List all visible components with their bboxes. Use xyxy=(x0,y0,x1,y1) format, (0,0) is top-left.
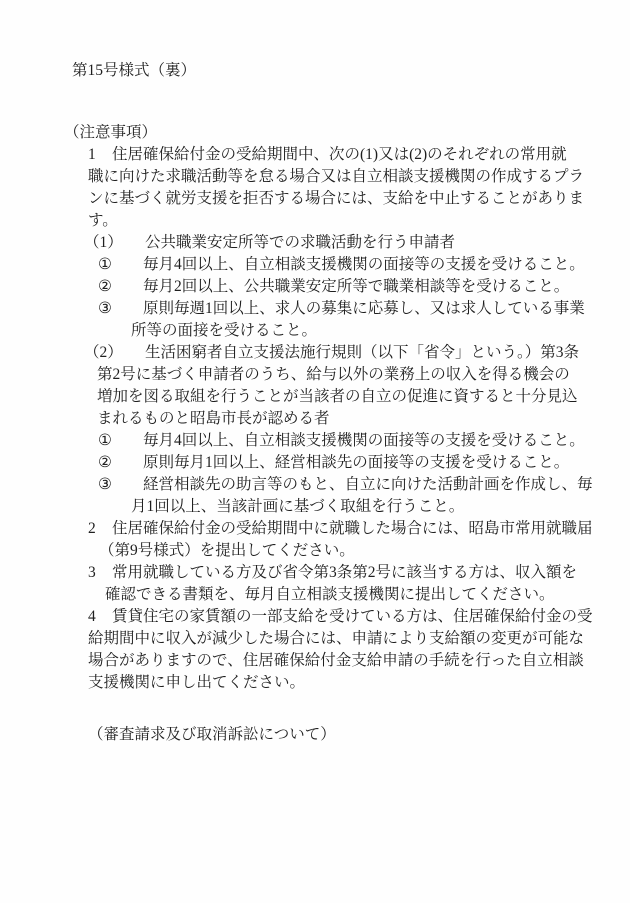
note-line-continuation xyxy=(0,650,630,672)
note-line-text: 月1回以上、当該計画に基づく取組を行うこと。 xyxy=(131,498,465,515)
notes-body xyxy=(0,144,630,694)
note-line-circ xyxy=(0,452,630,474)
note-line-text: まれるものと昭島市長が認める者 xyxy=(97,410,330,427)
note-line-sub xyxy=(0,342,630,364)
sub-item-number: （2） xyxy=(84,344,123,361)
note-line-text: 賃貸住宅の家賃額の一部支給を受けている方は、住居確保給付金の受 xyxy=(112,608,593,625)
circled-number: ② xyxy=(98,454,112,471)
note-line-text: 常用就職している方及び省令第3条第2号に該当する方は、収入額を xyxy=(112,564,578,581)
note-line-continuation xyxy=(0,540,630,562)
note-line-text: 職に向けた求職活動等を怠る場合又は自立相談支援機関の作成するプラ xyxy=(88,168,585,185)
note-line-circ xyxy=(0,430,630,452)
note-line-circ xyxy=(0,298,630,320)
form-number-title: 第15号様式（裏） xyxy=(72,62,197,79)
note-line-text: ンに基づく就労支援を拒否する場合には、支給を中止することがありま xyxy=(88,190,585,207)
note-line-text: 原則毎週1回以上、求人の募集に応募し、又は求人している事業 xyxy=(143,300,585,317)
note-line-text: 経営相談先の助言等のもと、自立に向けた活動計画を作成し、毎 xyxy=(143,476,593,493)
item-number: 3 xyxy=(88,564,96,581)
sub-item-number: （1） xyxy=(84,234,123,251)
note-line-continuation xyxy=(0,210,630,232)
note-line-text: 給期間中に収入が減少した場合には、申請により支給額の変更が可能な xyxy=(88,630,585,647)
note-line-continuation xyxy=(0,166,630,188)
note-line-continuation xyxy=(0,672,630,694)
note-line-item xyxy=(0,562,630,584)
note-line-text: 第2号に基づく申請者のうち、給与以外の業務上の収入を得る機会の xyxy=(97,366,570,383)
item-number: 2 xyxy=(88,520,96,537)
note-line-text: 原則毎月1回以上、経営相談先の面接等の支援を受けること。 xyxy=(143,454,570,471)
note-line-text: 所等の面接を受けること。 xyxy=(131,322,318,339)
appeal-section-heading: （審査請求及び取消訴訟について） xyxy=(88,726,336,743)
note-line-sub xyxy=(0,232,630,254)
circled-number: ③ xyxy=(98,476,112,493)
note-line-continuation xyxy=(0,188,630,210)
note-line-text: 毎月4回以上、自立相談支援機関の面接等の支援を受けること。 xyxy=(143,432,585,449)
note-line-continuation xyxy=(0,496,630,518)
note-line-text: 住居確保給付金の受給期間中、次の(1)又は(2)のそれぞれの常用就 xyxy=(112,146,567,163)
note-line-text: 生活困窮者自立支援法施行規則（以下「省令」という。）第3条 xyxy=(145,344,580,361)
note-line-text: 毎月2回以上、公共職業安定所等で職業相談等を受けること。 xyxy=(143,278,570,295)
note-line-continuation xyxy=(0,584,630,606)
note-line-item xyxy=(0,606,630,628)
note-line-continuation xyxy=(0,364,630,386)
note-line-continuation xyxy=(0,408,630,430)
note-line-continuation xyxy=(0,386,630,408)
note-line-continuation xyxy=(0,628,630,650)
note-line-circ xyxy=(0,474,630,496)
note-line-text: 確認できる書類を、毎月自立相談支援機関に提出してください。 xyxy=(105,586,555,603)
note-line-item xyxy=(0,518,630,540)
note-line-text: 支援機関に申し出てください。 xyxy=(88,674,306,691)
note-line-text: 住居確保給付金の受給期間中に就職した場合には、昭島市常用就職届 xyxy=(112,520,593,537)
note-line-text: 増加を図る取組を行うことが当該者の自立の促進に資すると十分見込 xyxy=(97,388,578,405)
note-line-circ xyxy=(0,276,630,298)
circled-number: ① xyxy=(98,432,112,449)
note-line-text: （第9号様式）を提出してください。 xyxy=(99,542,355,559)
item-number: 4 xyxy=(88,608,96,625)
note-line-text: 公共職業安定所等での求職活動を行う申請者 xyxy=(145,234,456,251)
note-line-continuation xyxy=(0,320,630,342)
notes-section-heading: （注意事項） xyxy=(64,124,158,141)
circled-number: ② xyxy=(98,278,112,295)
note-line-text: す。 xyxy=(88,212,118,229)
circled-number: ① xyxy=(98,256,112,273)
note-line-text: 毎月4回以上、自立相談支援機関の面接等の支援を受けること。 xyxy=(143,256,585,273)
note-line-item xyxy=(0,144,630,166)
note-line-circ xyxy=(0,254,630,276)
item-number: 1 xyxy=(88,146,96,163)
note-line-text: 場合がありますので、住居確保給付金支給申請の手続を行った自立相談 xyxy=(88,652,584,669)
circled-number: ③ xyxy=(98,300,112,317)
